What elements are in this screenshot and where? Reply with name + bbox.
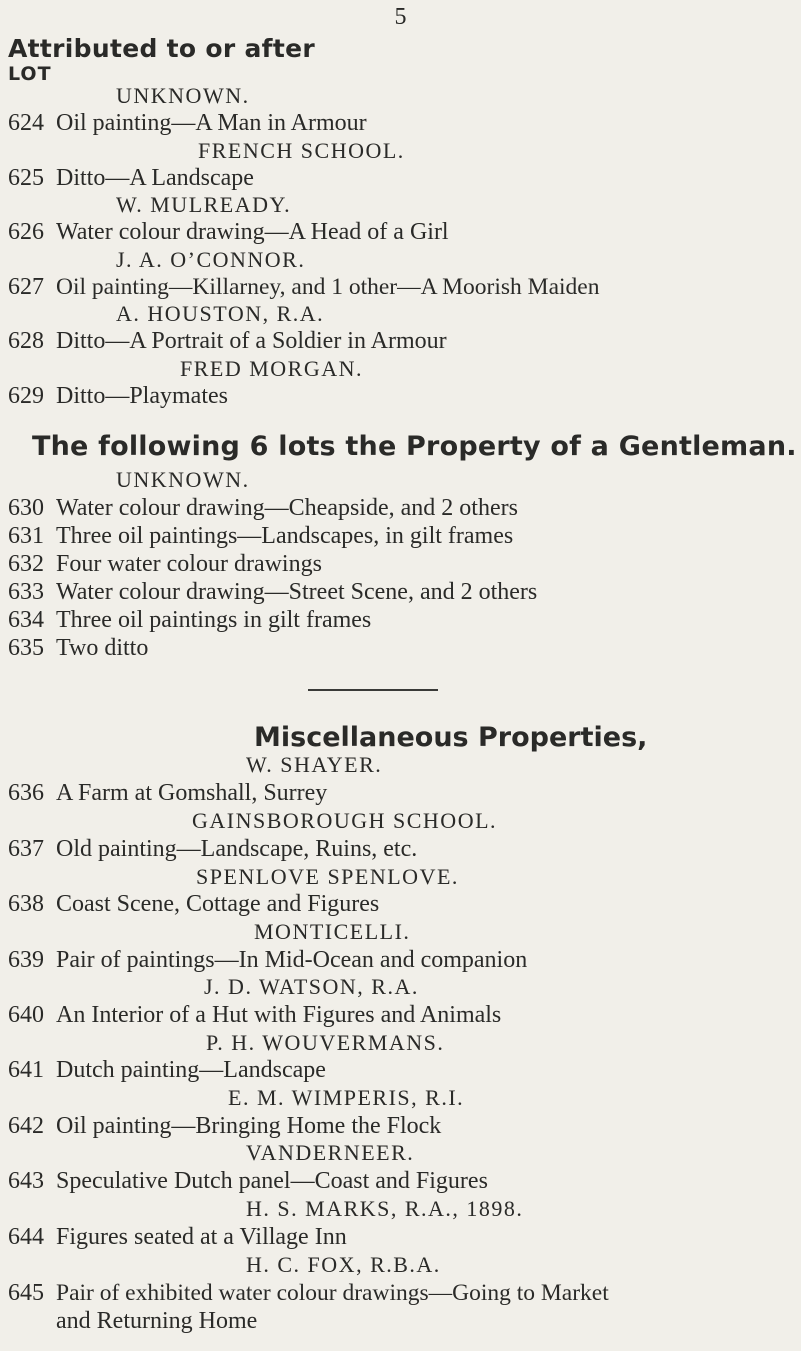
page-number: 5	[394, 4, 407, 30]
artist-name: MONTICELLI.	[254, 919, 411, 944]
lot-number: 629	[8, 383, 44, 409]
artist-name: FRENCH SCHOOL.	[198, 138, 405, 163]
lot-number: 641	[8, 1057, 44, 1083]
artist-name: W. SHAYER.	[246, 752, 383, 777]
artist-name: E. M. WIMPERIS, R.I.	[228, 1085, 465, 1110]
artist-name: FRED MORGAN.	[180, 356, 364, 381]
lot-number: 645	[8, 1280, 44, 1306]
lot-column-header: LOT	[8, 63, 52, 85]
lot-description: Water colour drawing—Street Scene, and 2 others	[56, 579, 538, 605]
lot-description: Figures seated at a Village Inn	[56, 1224, 347, 1250]
lot-number: 627	[8, 274, 44, 300]
lot-number: 639	[8, 947, 44, 973]
lot-description: A Farm at Gomshall, Surrey	[56, 780, 328, 806]
lot-description: Pair of exhibited water colour drawings—Going to Market	[56, 1280, 609, 1306]
artist-name: P. H. WOUVERMANS.	[206, 1030, 445, 1055]
artist-name: UNKNOWN.	[116, 83, 250, 108]
lot-number: 628	[8, 328, 44, 354]
lot-number: 625	[8, 165, 44, 191]
lot-number: 640	[8, 1002, 44, 1028]
lot-description: Oil painting—A Man in Armour	[56, 110, 367, 136]
lot-description-continued: and Returning Home	[56, 1308, 258, 1334]
lot-number: 631	[8, 523, 44, 549]
lot-description: Oil painting—Killarney, and 1 other—A Moorish Maiden	[56, 274, 600, 300]
lot-number: 637	[8, 836, 44, 862]
lot-description: Water colour drawing—A Head of a Girl	[56, 219, 449, 245]
artist-name: A. HOUSTON, R.A.	[116, 301, 325, 326]
lot-number: 642	[8, 1113, 44, 1139]
lot-description: Ditto—A Portrait of a Soldier in Armour	[56, 328, 447, 354]
lot-description: Old painting—Landscape, Ruins, etc.	[56, 836, 418, 862]
artist-name: H. C. FOX, R.B.A.	[246, 1252, 441, 1277]
lot-description: Water colour drawing—Cheapside, and 2 others	[56, 495, 518, 521]
lot-description: Three oil paintings in gilt frames	[56, 607, 372, 633]
artist-name: W. MULREADY.	[116, 192, 292, 217]
lot-number: 635	[8, 635, 44, 661]
artist-name: J. D. WATSON, R.A.	[204, 974, 419, 999]
section-heading: Miscellaneous Properties,	[254, 722, 648, 753]
lot-description: Three oil paintings—Landscapes, in gilt frames	[56, 523, 514, 549]
lot-description: Speculative Dutch panel—Coast and Figures	[56, 1168, 488, 1194]
lot-description: Four water colour drawings	[56, 551, 322, 577]
lot-number: 626	[8, 219, 44, 245]
lot-description: Pair of paintings—In Mid-Ocean and companion	[56, 947, 528, 973]
lot-number: 632	[8, 551, 44, 577]
attributed-heading: Attributed to or after	[8, 34, 315, 63]
lot-description: Dutch painting—Landscape	[56, 1057, 326, 1083]
lot-description: Coast Scene, Cottage and Figures	[56, 891, 380, 917]
lot-number: 643	[8, 1168, 44, 1194]
lot-number: 636	[8, 780, 44, 806]
lot-number: 633	[8, 579, 44, 605]
artist-name: UNKNOWN.	[116, 467, 250, 492]
lot-number: 638	[8, 891, 44, 917]
lot-description: Two ditto	[56, 635, 149, 661]
section-divider	[308, 689, 438, 691]
lot-description: Ditto—A Landscape	[56, 165, 254, 191]
lot-description: Oil painting—Bringing Home the Flock	[56, 1113, 442, 1139]
section-heading: The following 6 lots the Property of a Gentleman.	[32, 431, 797, 462]
artist-name: J. A. O’CONNOR.	[116, 247, 306, 272]
lot-number: 624	[8, 110, 44, 136]
lot-number: 634	[8, 607, 44, 633]
lot-description: An Interior of a Hut with Figures and Animals	[56, 1002, 502, 1028]
lot-description: Ditto—Playmates	[56, 383, 228, 409]
artist-name: GAINSBOROUGH SCHOOL.	[192, 808, 498, 833]
artist-name: H. S. MARKS, R.A., 1898.	[246, 1196, 524, 1221]
lot-number: 644	[8, 1224, 44, 1250]
artist-name: VANDERNEER.	[246, 1140, 415, 1165]
artist-name: SPENLOVE SPENLOVE.	[196, 864, 459, 889]
lot-number: 630	[8, 495, 44, 521]
